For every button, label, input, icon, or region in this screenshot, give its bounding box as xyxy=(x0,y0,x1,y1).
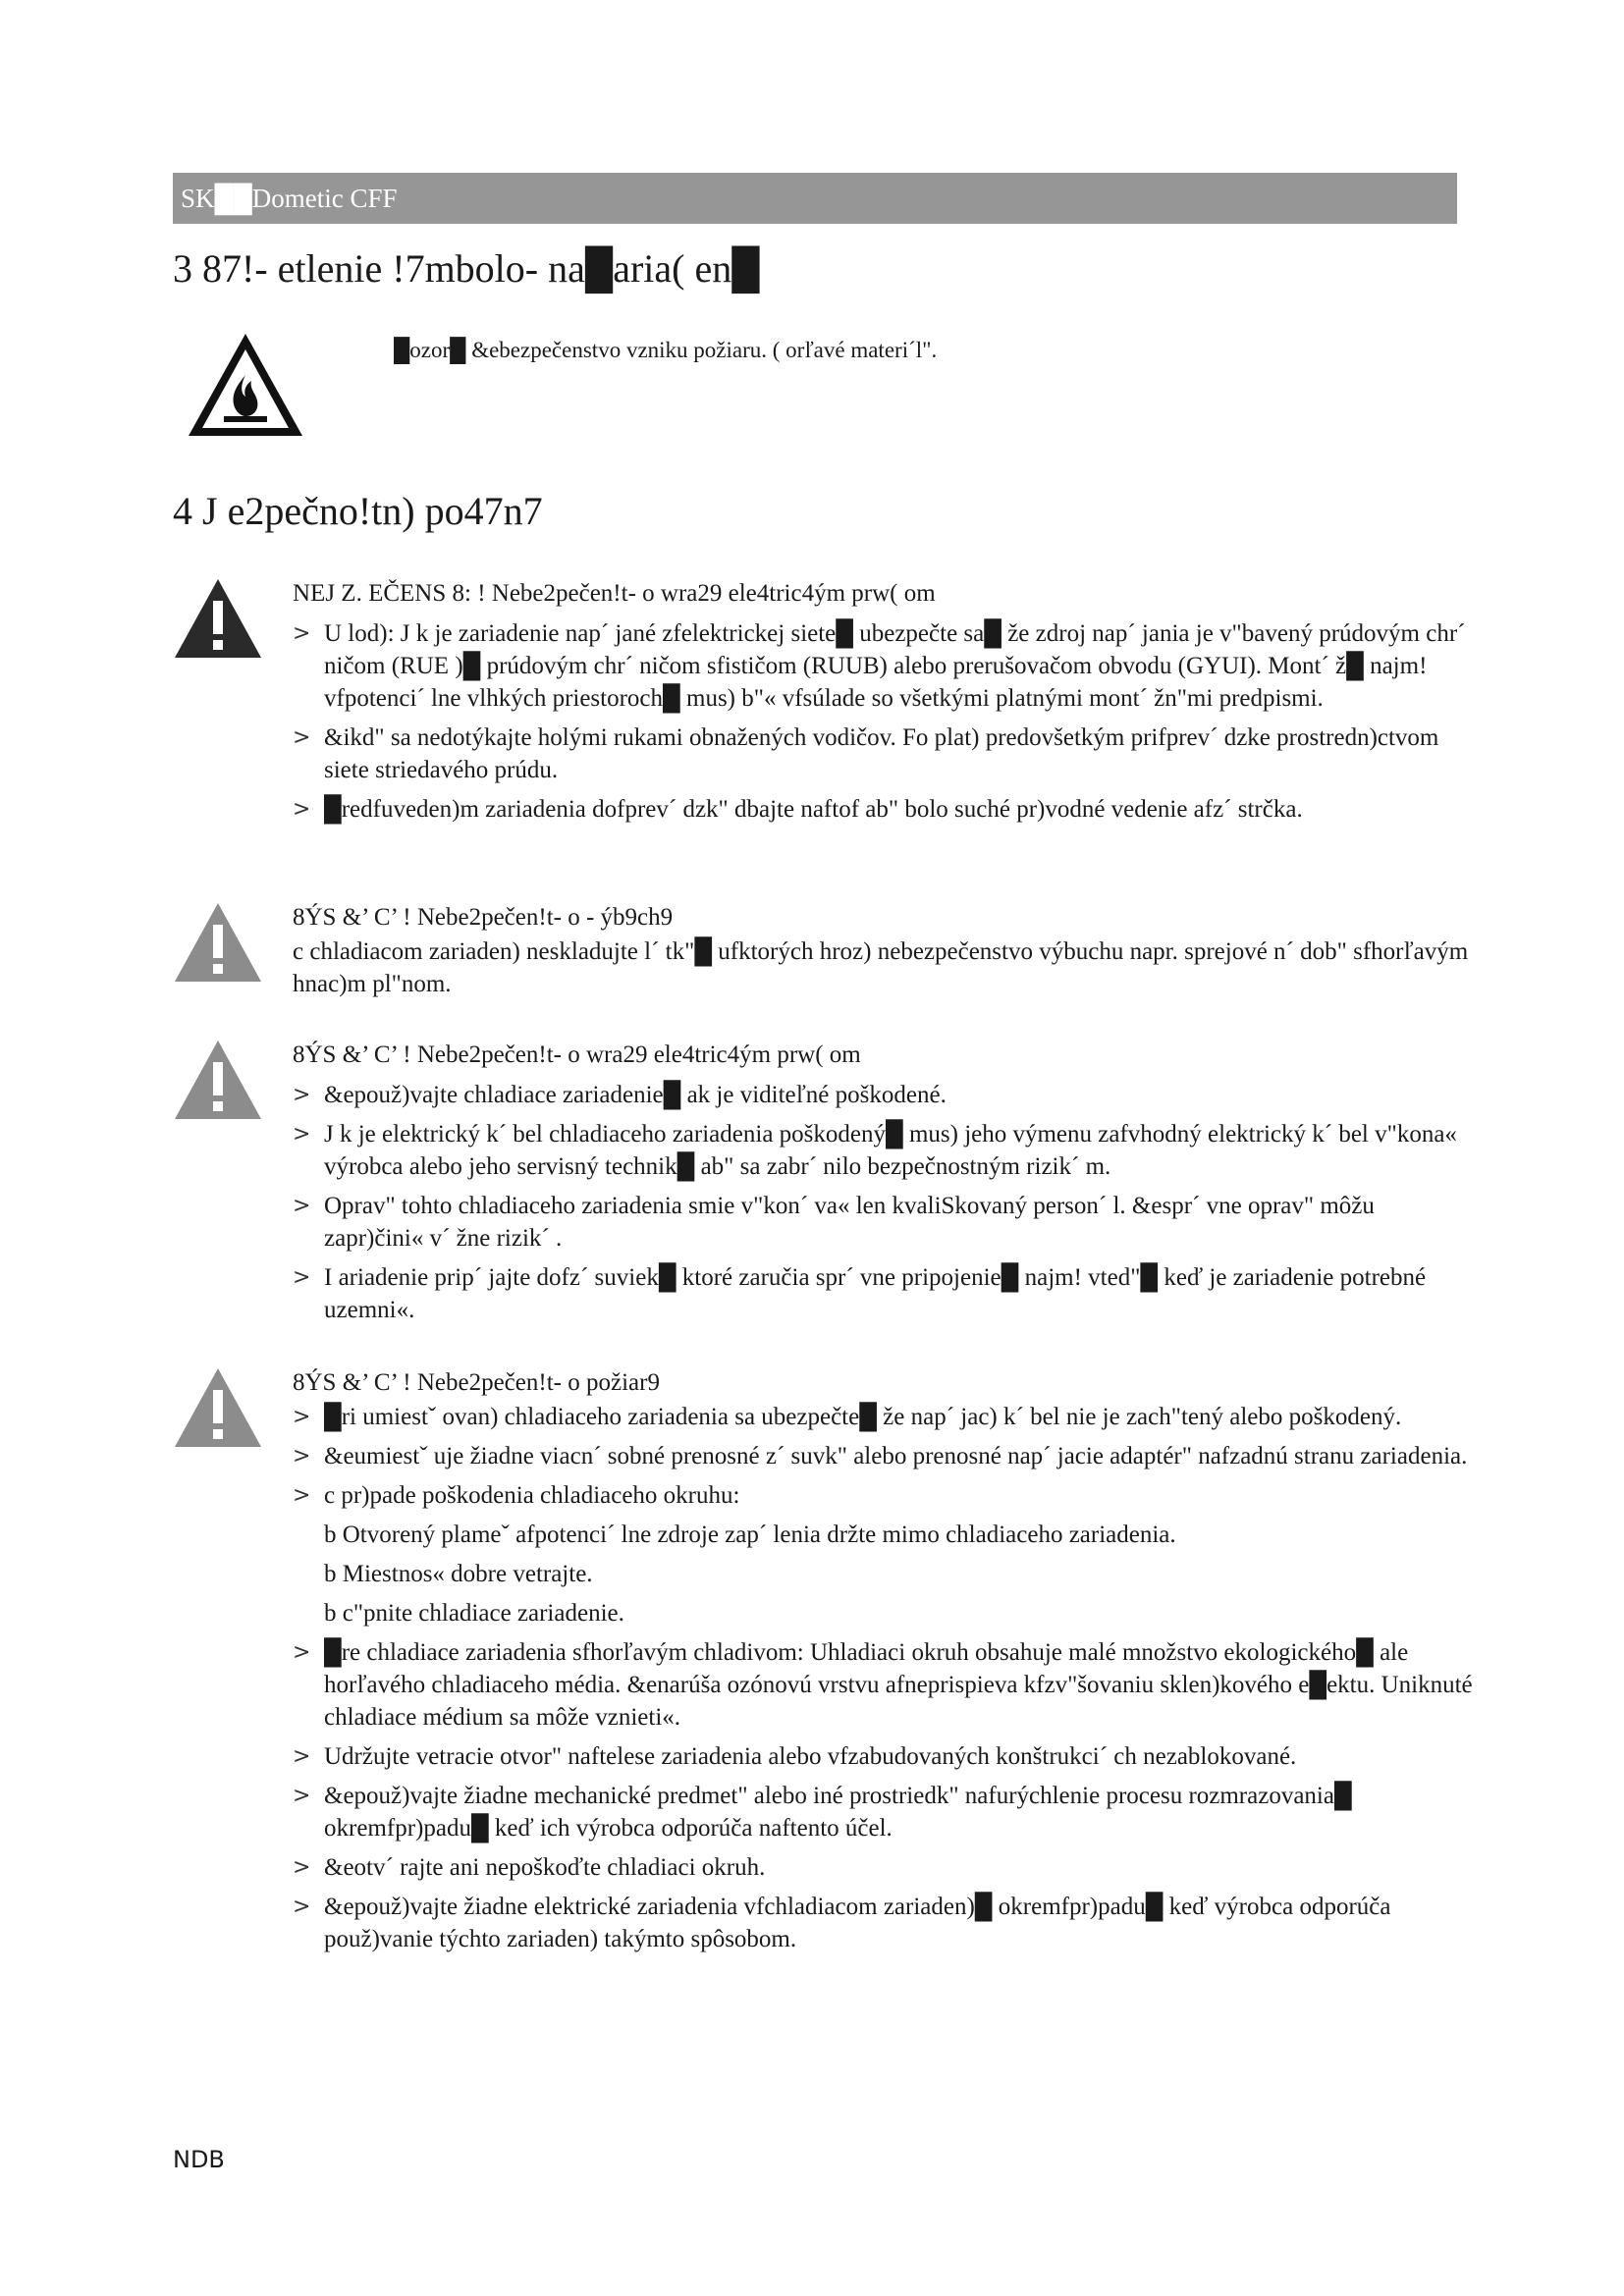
symbol-description: █ozor█ &ebezpečenstvo vzniku požiaru. ( orľavé materi´l". xyxy=(394,338,938,362)
warning-electric-shock-danger xyxy=(173,577,1479,872)
warning-title: 8ÝS &’ C’ ! Nebe2pečen!t- o požiar9 xyxy=(293,1369,660,1396)
header-bar xyxy=(173,173,1457,224)
warning-electric-shock-caution xyxy=(173,1039,1479,1333)
warning-explosion xyxy=(173,901,1479,999)
warning-title: 8ÝS &’ C’ ! Nebe2pečen!t- o - ýb9ch9 xyxy=(293,904,674,931)
list-item: > &eumiestˇ uje žiadne viacn´ sobné prenosné z´ suvk" alebo prenosné nap´ jacie adaptér" nafzadnú stranu zariadenia. xyxy=(293,1440,1479,1472)
sub-list-item: b Miestnos« dobre vetrajte. xyxy=(324,1561,593,1587)
warning-content xyxy=(293,1366,1479,1962)
warning-fire xyxy=(173,1366,1479,2034)
header-label: SK██Dometic CFF xyxy=(181,184,398,213)
list-item: > J k je elektrický k´ bel chladiaceho zariadenia poškodený█ mus) jeho výmenu zafvhodný elektrický k´ bel v"kona« výrobca alebo jeho servisný technik█ ab" sa zabr´ nilo bezpečnostným rizik´ m. xyxy=(293,1118,1479,1183)
warning-content xyxy=(293,1039,1479,1333)
list-item: > I ariadenie prip´ jajte dofz´ suviek█ ktoré zaručia spr´ vne pripojenie█ najm! vted"█ keď je zariadenie potrebné uzemni«. xyxy=(293,1261,1479,1326)
warning-title: 8ÝS &’ C’ ! Nebe2pečen!t- o wra29 ele4tric4ým prw( om xyxy=(293,1041,861,1068)
list-item: > █redfuveden)m zariadenia dofprev´ dzk" dbajte naftof ab" bolo suché pr)vodné vedenie afz´ strčka. xyxy=(293,793,1479,826)
warning-triangle-grey-icon xyxy=(173,1366,263,1449)
warning-content xyxy=(293,901,1479,1000)
list-item: > █re chladiace zariadenia sfhorľavým chladivom: Uhladiaci okruh obsahuje malé množstvo ekologického█ ale horľavého chladiaceho média. &enarúša ozónovú vrstvu afneprispieva kfzv"šovaniu sklen)kového e█ektu. Uniknuté chladiace médium sa môže vznieti«. xyxy=(293,1636,1479,1734)
list-item: > &epouž)vajte žiadne mechanické predmet" alebo iné prostriedk" nafurýchlenie procesu rozmrazovania█ okremfpr)padu█ keď ich výrobca odporúča naftento účel. xyxy=(293,1780,1479,1844)
list-item: > &eotv´ rajte ani nepoškoďte chladiaci okruh. xyxy=(293,1851,1479,1884)
list-item: > &ikd" sa nedotýkajte holými rukami obnažených vodičov. Fo plat) predovšetkým prifprev´ dzke prostredn)ctvom siete striedavého prúdu. xyxy=(293,721,1479,786)
warning-list xyxy=(293,1401,1479,1955)
flammable-warning-icon xyxy=(185,330,306,440)
page-number: NDB xyxy=(173,2146,225,2173)
warning-triangle-grey-icon xyxy=(173,901,263,984)
warning-paragraph: c chladiacom zariaden) neskladujte l´ tk"█ ufktorých hroz) nebezpečenstvo výbuchu napr. sprejové n´ dob" sfhorľavým hnac)m pl"nom. xyxy=(293,938,1469,997)
warning-list xyxy=(293,1079,1479,1326)
symbol-row xyxy=(173,324,1459,452)
section-4-title: 4 J e2pečno!tn) po47n7 xyxy=(173,489,543,533)
sub-list-item: b c"pnite chladiace zariadenie. xyxy=(324,1600,624,1627)
warning-title: NEJ Z. EČENS 8: ! Nebe2pečen!t- o wra29 ele4tric4ým prw( om xyxy=(293,580,936,607)
list-item: > &epouž)vajte žiadne elektrické zariadenia vfchladiacom zariaden)█ okremfpr)padu█ keď výrobca odporúča použ)vanie týchto zariaden) takýmto spôsobom. xyxy=(293,1891,1479,1955)
list-item: > Oprav" tohto chladiaceho zariadenia smie v"kon´ va« len kvaliSkovaný person´ l. &espr´ vne oprav" môžu zapr)čini« v´ žne rizik´ . xyxy=(293,1190,1479,1255)
list-item: > U lod): J k je zariadenie nap´ jané zfelektrickej siete█ ubezpečte sa█ že zdroj nap´ jania je v"bavený prúdovým chr´ ničom (RUE )█ prúdovým chr´ ničom sfističom (RUUB) alebo prerušovačom obvodu (GYUI). Mont´ ž█ najm! vfpotenci´ lne vlhkých priestoroch█ mus) b"« vfsúlade so všetkými platnými mont´ žn"mi predpismi. xyxy=(293,617,1479,715)
list-item: > &epouž)vajte chladiace zariadenie█ ak je viditeľné poškodené. xyxy=(293,1079,1479,1111)
warning-triangle-grey-icon xyxy=(173,1039,263,1121)
sub-list-item: b Otvorený plameˇ afpotenci´ lne zdroje zap´ lenia držte mimo chladiaceho zariadenia. xyxy=(324,1522,1176,1548)
warning-list xyxy=(293,617,1479,826)
warning-content xyxy=(293,577,1479,832)
section-3-title: 3 87!- etlenie !7mbolo- na█aria( en█ xyxy=(173,246,760,291)
list-item: > c pr)pade poškodenia chladiaceho okruhu: xyxy=(293,1479,1479,1512)
warning-triangle-dark-icon xyxy=(173,577,263,660)
list-item: > Udržujte vetracie otvor" naftelese zariadenia alebo vfzabudovaných konštrukci´ ch nezablokované. xyxy=(293,1740,1479,1773)
list-item: > █ri umiestˇ ovan) chladiaceho zariadenia sa ubezpečte█ že nap´ jac) k´ bel nie je zach"tený alebo poškodený. xyxy=(293,1401,1479,1433)
